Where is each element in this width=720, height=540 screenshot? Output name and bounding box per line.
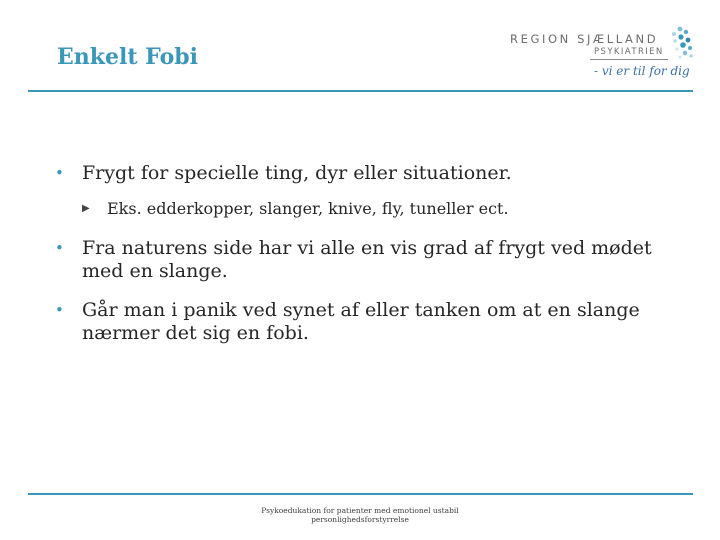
sub-bullet-text: Eks. edderkopper, slanger, knive, fly, tuneller ect. [107,199,509,218]
bullet-text: Går man i panik ved synet af eller tanken om at en slange nærmer det sig en fobi. [82,299,640,344]
logo-dots-icon [666,26,696,66]
bullet-dot-icon: • [55,239,64,257]
region-logo [508,26,693,88]
slide-title: Enkelt Fobi [57,44,199,70]
bullet-item [55,299,655,345]
footer-text [230,506,490,524]
logo-region-text: REGION SJÆLLAND [510,32,659,46]
triangle-right-icon: ▶ [82,203,90,214]
bullet-item [55,162,655,185]
bullet-list [55,162,655,361]
header-divider [28,90,693,92]
logo-unit-text: PSYKIATRIEN [594,47,664,57]
sub-bullet-item [55,199,655,219]
footer-line-1: Psykoedukation for patienter med emotionel ustabil [261,506,459,515]
footer-line-2: personlighedsforstyrrelse [311,515,409,524]
bullet-dot-icon: • [55,301,64,319]
bullet-text: Fra naturens side har vi alle en vis grad af frygt ved mødet med en slange. [82,237,652,282]
bullet-text: Frygt for specielle ting, dyr eller situationer. [82,162,512,184]
bullet-item [55,237,655,283]
logo-tagline: - vi er til for dig [594,64,690,78]
bullet-dot-icon: • [55,164,64,182]
logo-divider [590,59,668,60]
footer-divider [28,493,693,495]
